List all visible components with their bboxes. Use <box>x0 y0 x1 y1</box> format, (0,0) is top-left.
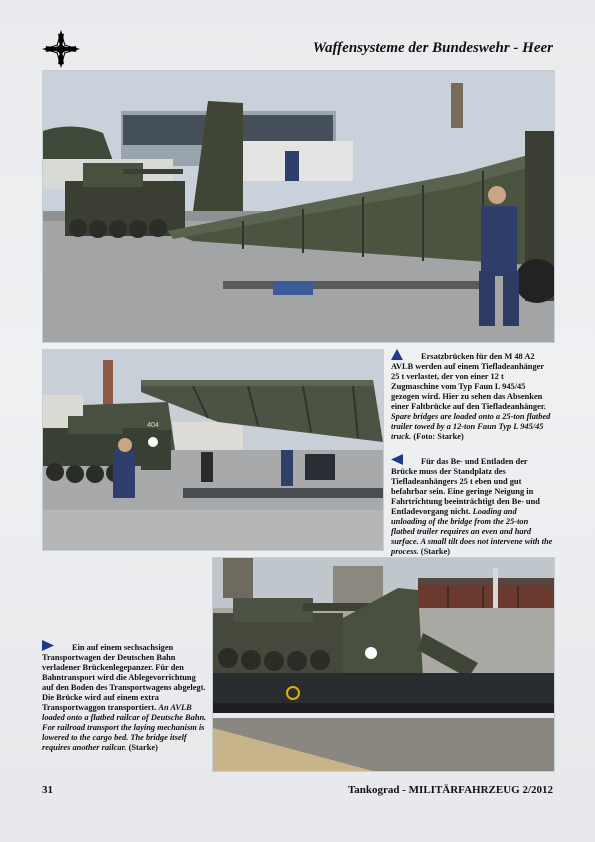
caption-english-text: Spare bridges are loaded onto a 25-ton flatbed trailer towed by a 12-ton Faun Typ L 945/45 truck. <box>391 412 551 441</box>
caption-loading-unloading <box>391 454 553 557</box>
up-triangle-icon <box>391 349 403 360</box>
right-triangle-icon <box>42 640 54 651</box>
page-header-title: Waffensysteme der Bundeswehr - Heer <box>312 40 553 56</box>
photo-credit: (Starke) <box>128 743 158 752</box>
left-triangle-icon <box>391 454 403 465</box>
page-number: 31 <box>42 784 53 796</box>
caption-german-text: Ersatzbrücken für den M 48 A2 AVLB werden auf einem Tiefladeanhänger 25 t verlastet, der von einer 12 t Zugmaschine vom Typ Faun L 945/45 gezogen wird. Hier zu sehen das Absenken einer Faltbrücke auf den Tiefladeanhänger. <box>391 352 546 411</box>
caption-spare-bridges <box>391 349 553 442</box>
caption-german-text: Für das Be- und Entladen der Brücke muss der Standplatz des Tiefladeanhängers 25 t eben und gut befahrbar sein. Eine geringe Neigung in Fahrtrichtung beeinträchtigt den Be- und Entladevorgang nicht. <box>391 457 540 516</box>
iron-cross-icon <box>42 30 80 68</box>
magazine-title: Tankograd - MILITÄRFAHRZEUG 2/2012 <box>347 784 553 796</box>
caption-english-text: An AVLB loaded onto a flatbed railcar of Deutsche Bahn. For railroad transport the laying mechanism is lowered to the cargo bed. The bridge itself requires another railcar. <box>42 703 207 752</box>
vehicle-number-marking: 404 <box>147 422 159 429</box>
caption-english-text: Loading and unloading of the bridge from the 25-ton flatbed trailer requires an even and hard surface. A small tilt does not intervene with the process. <box>391 507 553 556</box>
photo-credit: (Starke) <box>420 547 451 556</box>
photo-avlb-on-railcar <box>212 557 555 772</box>
photo-bridge-lowering-onto-trailer <box>42 70 555 343</box>
caption-german-text: Ein auf einem sechsachsigen Transportwagen der Deutschen Bahn verladener Brückenlegepanzer. Für den Bahntransport wird die Ablegevorrichtung auf den Boden des Transportwagens abgelegt. Die Brücke wird auf einem extra Transportwaggon transportiert. <box>42 643 206 712</box>
photo-bridge-unloading <box>42 349 384 551</box>
photo-credit: (Foto: Starke) <box>413 432 464 441</box>
caption-railcar-transport <box>42 640 208 753</box>
